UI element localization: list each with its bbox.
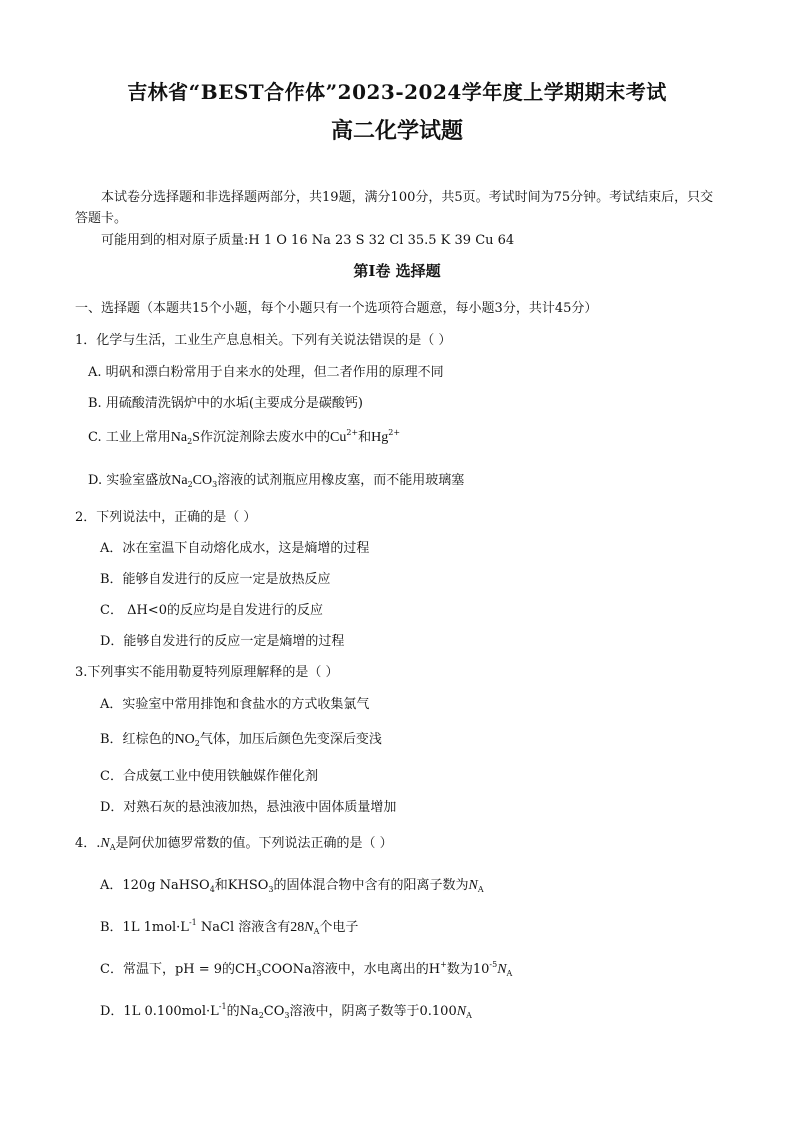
subscript: 2 — [187, 480, 193, 489]
subscript: 3 — [284, 1011, 290, 1020]
chem-formula: Na — [170, 430, 188, 445]
question-2-option-c: C． ΔH<0的反应均是自发进行的反应 — [100, 603, 323, 618]
avogadro-symbol: N — [497, 962, 507, 977]
subscript: 3 — [268, 885, 274, 894]
option-text: A．120g NaHSO — [100, 878, 210, 893]
question-4-option-a — [100, 874, 484, 894]
chem-formula: NO — [174, 732, 195, 747]
chem-formula: S — [192, 430, 200, 445]
avogadro-symbol: N — [100, 836, 110, 851]
subscript: 2 — [258, 1011, 264, 1020]
question-text: 是阿伏加德罗常数的值。下列说法正确的是（ ） — [115, 836, 393, 851]
question-2-stem: 2．下列说法中，正确的是（ ） — [75, 510, 257, 525]
question-1-option-b: B. 用硫酸清洗锅炉中的水垢(主要成分是碳酸钙) — [88, 396, 363, 411]
question-3-option-d: D．对熟石灰的悬浊液加热，悬浊液中固体质量增加 — [100, 800, 397, 815]
option-text: 的固体混合物中含有的阳离子数为 — [273, 878, 469, 893]
subscript: 2 — [187, 437, 193, 446]
superscript: 2+ — [346, 428, 359, 437]
subscript: 3 — [256, 969, 262, 978]
question-4-stem — [75, 832, 393, 852]
avogadro-symbol: N — [304, 920, 314, 935]
option-text: 溶液中，阴离子数等于0.100 — [289, 1004, 457, 1019]
subscript: 4 — [209, 885, 215, 894]
exam-subtitle: 高二化学试题 — [330, 118, 463, 144]
option-text: NaCl 溶液含有 — [196, 920, 291, 935]
option-text: 的Na — [226, 1004, 259, 1019]
superscript: 2+ — [388, 428, 401, 437]
option-text: C. 工业上常用 — [88, 430, 171, 445]
question-3-option-c: C．合成氨工业中使用铁触媒作催化剂 — [100, 769, 318, 784]
atomic-mass-text: 可能用到的相对原子质量:H 1 O 16 Na 23 S 32 Cl 35.5 K 39 Cu 64 — [101, 233, 515, 248]
question-1-stem: 1．化学与生活，工业生产息息相关。下列有关说法错误的是（ ） — [75, 333, 452, 348]
superscript: -5 — [489, 960, 498, 969]
option-text: CO — [263, 1004, 285, 1019]
option-text: 溶液的试剂瓶应用橡皮塞，而不能用玻璃塞 — [217, 473, 465, 488]
avogadro-symbol: N — [468, 878, 478, 893]
option-text: COONa溶液中，水电离出的H — [261, 962, 441, 977]
question-1-option-c — [88, 426, 400, 446]
option-text: 和 — [358, 430, 372, 445]
subscript: A — [477, 885, 484, 894]
option-text: B．红棕色的 — [100, 732, 175, 747]
question-4-option-c — [100, 958, 512, 978]
subscript: 3 — [212, 480, 218, 489]
question-4-option-d — [100, 1000, 472, 1020]
instructions-paragraph: 本试卷分选择题和非选择题两部分，共19题，满分100分，共5页。考试时间为75分钟。考试结束后，只交答题卡。 — [75, 190, 714, 226]
subscript: A — [313, 927, 320, 936]
option-text: 和KHSO — [214, 878, 269, 893]
superscript: -1 — [188, 918, 197, 927]
option-text: B．1L 1mol·L — [100, 920, 189, 935]
section-instruction: 一、选择题（本题共15个小题，每个小题只有一个选项符合题意，每小题3分，共计45分） — [75, 301, 598, 316]
option-text: 作沉淀剂除去废水中的 — [199, 430, 330, 445]
question-3-option-a: A．实验室中常用排饱和食盐水的方式收集氯气 — [100, 697, 370, 712]
electron-count: 28 — [290, 920, 305, 935]
question-3-option-b — [100, 728, 382, 748]
option-text: 数为10 — [446, 962, 490, 977]
option-text: C．常温下，pH = 9的CH — [100, 962, 257, 977]
superscript: -1 — [218, 1002, 227, 1011]
exam-title: 吉林省“BEST合作体”2023-2024学年度上学期期末考试 — [127, 80, 667, 104]
atomic-mass-list — [75, 230, 725, 251]
subscript: A — [466, 1011, 472, 1020]
chem-formula: CO — [192, 473, 213, 488]
option-text: D．1L 0.100mol·L — [100, 1004, 219, 1019]
chem-formula: Na — [171, 473, 188, 488]
subscript: 2 — [194, 739, 200, 748]
question-3-stem: 3.下列事实不能用勒夏特列原理解释的是（ ） — [75, 665, 339, 680]
chem-formula: Hg — [371, 430, 389, 445]
question-2-option-a: A．冰在室温下自动熔化成水，这是熵增的过程 — [100, 541, 370, 556]
question-2-option-d: D．能够自发进行的反应一定是熵增的过程 — [100, 634, 345, 649]
question-2-option-b: B．能够自发进行的反应一定是放热反应 — [100, 572, 331, 587]
superscript: + — [440, 960, 447, 969]
question-1-option-d — [88, 469, 464, 489]
subscript: A — [506, 969, 513, 978]
avogadro-symbol: N — [456, 1004, 467, 1019]
question-1-option-a: A. 明矾和漂白粉常用于自来水的处理，但二者作用的原理不同 — [88, 365, 444, 380]
question-number: 4．. — [75, 836, 101, 851]
option-text: D. 实验室盛放 — [88, 473, 172, 488]
option-text: 气体，加压后颜色先变深后变浅 — [199, 732, 382, 747]
question-4-option-b — [100, 916, 358, 936]
section-title: 第Ⅰ卷 选择题 — [353, 262, 441, 280]
chem-formula: Cu — [329, 430, 347, 445]
subscript: A — [109, 843, 116, 852]
exam-instructions — [75, 187, 725, 229]
option-text: 个电子 — [319, 920, 359, 935]
